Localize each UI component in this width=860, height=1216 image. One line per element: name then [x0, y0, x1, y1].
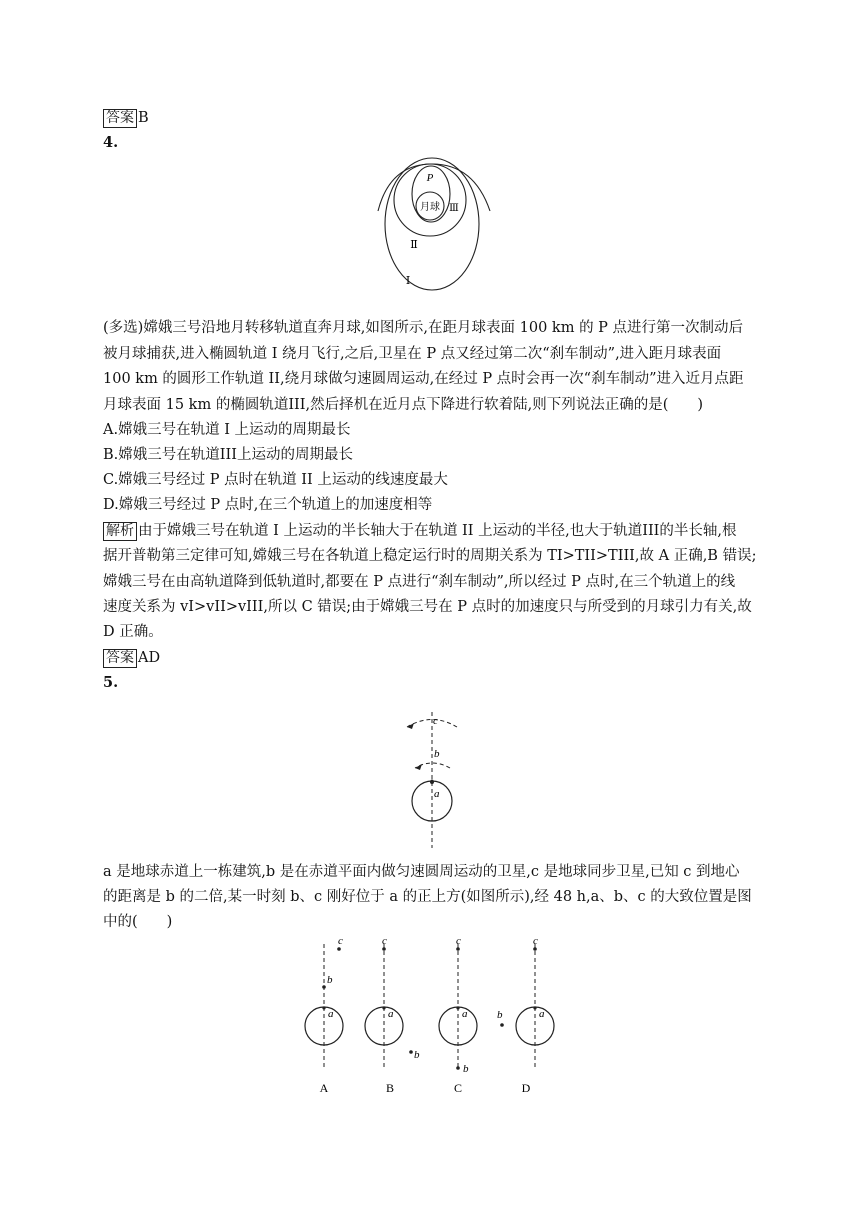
analysis-line: D 正确。	[103, 624, 163, 640]
option-b: B.嫦娥三号在轨道III上运动的周期最长	[103, 447, 353, 463]
analysis-line: 嫦娥三号在由高轨道降到低轨道时,都要在 P 点进行“刹车制动”,所以经过 P 点时,在三个轨道上的线	[103, 574, 736, 590]
answer-tag: 答案	[103, 109, 137, 128]
option-a: A.嫦娥三号在轨道 I 上运动的周期最长	[103, 422, 351, 438]
svg-text:b: b	[414, 1049, 420, 1061]
q4-stem-line: (多选)嫦娥三号沿地月转移轨道直奔月球,如图所示,在距月球表面 100 km 的 P 点进行第一次制动后	[103, 320, 744, 336]
q4-stem-line: 100 km 的圆形工作轨道 II,绕月球做匀速圆周运动,在经过 P 点时会再一次“刹车制动”进入近月点距	[103, 371, 744, 387]
label-orbit-1: Ⅰ	[405, 275, 411, 287]
q4-stem-line: 月球表面 15 km 的椭圆轨道III,然后择机在近月点下降进行软着陆,则下列说法正确的是( )	[103, 397, 704, 413]
option-c: C.嫦娥三号经过 P 点时在轨道 II 上运动的线速度最大	[103, 472, 448, 488]
choice-letter: A	[319, 1081, 329, 1095]
label-c: c	[433, 715, 438, 727]
building-a	[322, 1006, 325, 1009]
svg-text:b: b	[463, 1063, 469, 1075]
analysis-line	[103, 521, 737, 541]
answer-value: AD	[138, 650, 161, 666]
svg-text:a: a	[462, 1008, 468, 1020]
satellite-c	[337, 947, 341, 951]
choice-a	[305, 935, 343, 1095]
question-number: 5.	[103, 674, 119, 691]
svg-text:b: b	[497, 1009, 503, 1021]
analysis-tag: 解析	[103, 522, 137, 541]
svg-text:a: a	[539, 1008, 545, 1020]
answer-tag: 答案	[103, 649, 137, 668]
earth	[305, 1007, 343, 1045]
building-a	[431, 780, 434, 783]
satellite-c	[533, 947, 537, 951]
choices-figure	[298, 932, 568, 1100]
earth	[516, 1007, 554, 1045]
q4-stem-line: 被月球捕获,进入椭圆轨道 I 绕月飞行,之后,卫星在 P 点又经过第二次“刹车制动”,进入距月球表面	[103, 346, 722, 362]
svg-text:c: c	[456, 935, 461, 947]
label-orbit-3: Ⅲ	[449, 203, 459, 214]
q4-answer	[103, 648, 160, 668]
satellite-b	[500, 1023, 504, 1027]
satellite-b	[322, 985, 326, 989]
building-a	[533, 1006, 536, 1009]
satellite-b	[456, 1066, 460, 1070]
choice-c	[439, 935, 477, 1095]
q3-answer	[103, 108, 149, 128]
question-number: 4.	[103, 134, 119, 151]
q5-stem-line: 中的( )	[103, 914, 173, 930]
analysis-line: 速度关系为 vI>vII>vIII,所以 C 错误;由于嫦娥三号在 P 点时的加速度只与所受到的月球引力有关,故	[103, 599, 752, 615]
building-a	[456, 1006, 459, 1009]
svg-text:c: c	[338, 935, 343, 947]
label-orbit-2: Ⅱ	[410, 239, 418, 251]
svg-text:a: a	[328, 1008, 334, 1020]
choice-d	[497, 935, 554, 1095]
satellite-figure	[395, 708, 475, 850]
label-moon: 月球	[420, 202, 440, 213]
earth	[412, 781, 452, 821]
satellite-c	[456, 947, 460, 951]
svg-text:c: c	[382, 935, 387, 947]
svg-text:a: a	[388, 1008, 394, 1020]
label-a: a	[434, 788, 440, 800]
label-b: b	[434, 748, 440, 760]
svg-text:b: b	[327, 974, 333, 986]
choice-letter: C	[453, 1081, 463, 1095]
svg-text:c: c	[533, 935, 538, 947]
orbit-figure	[370, 156, 500, 296]
choice-letter: D	[521, 1081, 531, 1095]
satellite-c	[382, 947, 386, 951]
building-a	[382, 1006, 385, 1009]
earth	[365, 1007, 403, 1045]
label-p: P	[426, 172, 434, 184]
choice-letter: B	[385, 1081, 395, 1095]
choice-b	[365, 935, 420, 1095]
q5-stem-line: 的距离是 b 的二倍,某一时刻 b、c 刚好位于 a 的正上方(如图所示),经 48 h,a、b、c 的大致位置是图	[103, 889, 752, 905]
option-d: D.嫦娥三号经过 P 点时,在三个轨道上的加速度相等	[103, 497, 433, 513]
answer-value: B	[138, 110, 149, 126]
satellite-b	[409, 1050, 413, 1054]
analysis-text: 由于嫦娥三号在轨道 I 上运动的半长轴大于在轨道 II 上运动的半径,也大于轨道III的半长轴,根	[138, 523, 737, 539]
analysis-line: 据开普勒第三定律可知,嫦娥三号在各轨道上稳定运行时的周期关系为 TI>TII>TIII,故 A 正确,B 错误;	[103, 548, 757, 564]
earth	[439, 1007, 477, 1045]
q5-stem-line: a 是地球赤道上一栋建筑,b 是在赤道平面内做匀速圆周运动的卫星,c 是地球同步卫星,已知 c 到地心	[103, 864, 740, 880]
